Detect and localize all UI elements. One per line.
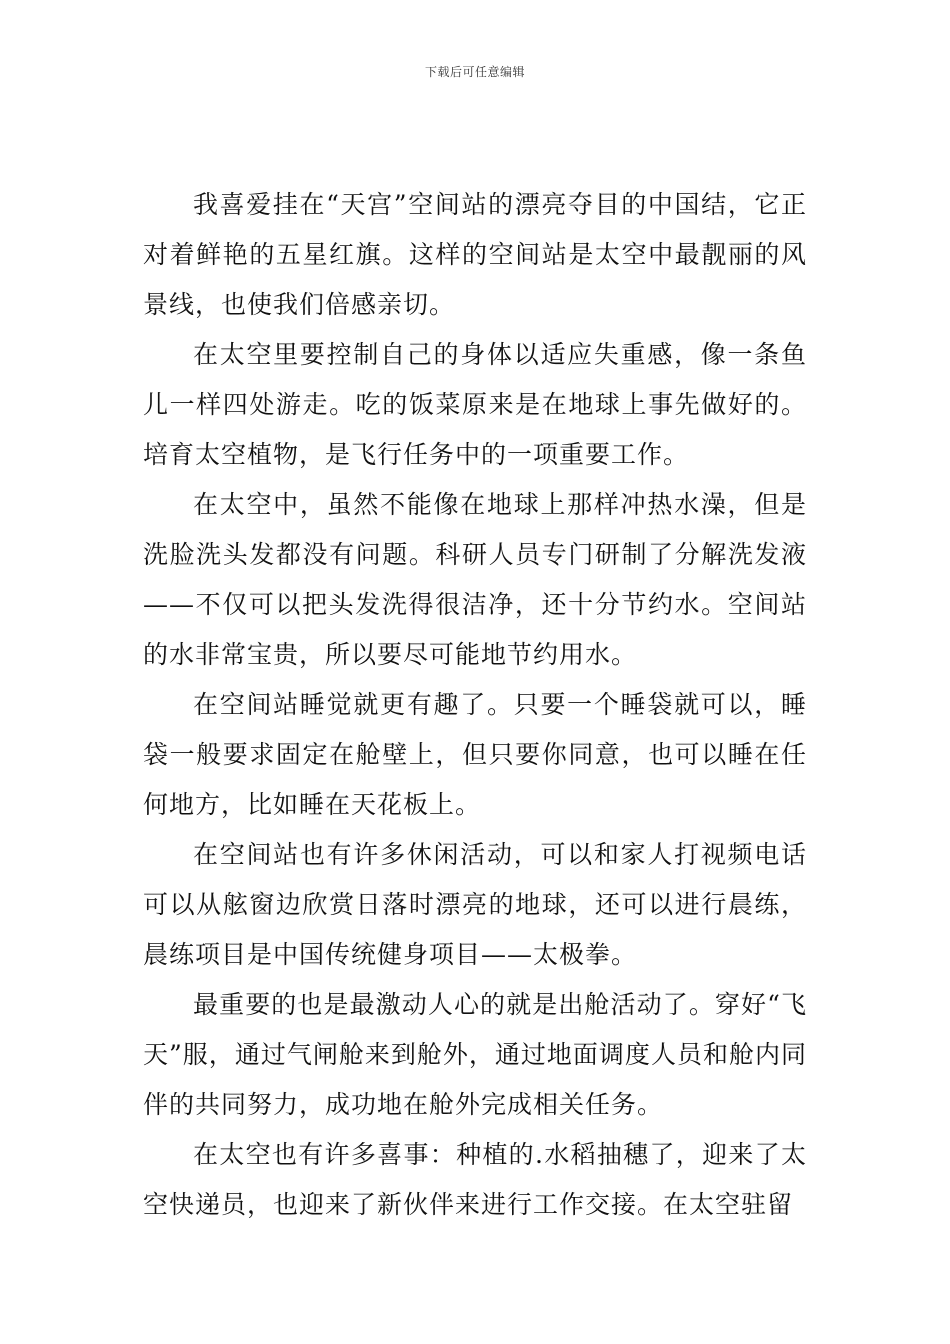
paragraph: 在空间站睡觉就更有趣了。只要一个睡袋就可以，睡袋一般要求固定在舱壁上，但只要你同意，也可以睡在任何地方，比如睡在天花板上。: [143, 690, 807, 819]
paragraph: 在太空中，虽然不能像在地球上那样冲热水澡，但是洗脸洗头发都没有问题。科研人员专门研制了分解洗发液——不仅可以把头发洗得很洁净，还十分节约水。空间站的水非常宝贵，所以要尽可能地节约用水。: [143, 490, 807, 669]
paragraph: 在空间站也有许多休闲活动，可以和家人打视频电话可以从舷窗边欣赏日落时漂亮的地球，还可以进行晨练，晨练项目是中国传统健身项目——太极拳。: [143, 840, 807, 969]
paragraph: 最重要的也是最激动人心的就是出舱活动了。穿好“飞天”服，通过气闸舱来到舱外，通过地面调度人员和舱内同伴的共同努力，成功地在舱外完成相关任务。: [143, 990, 807, 1119]
paragraph: 在太空里要控制自己的身体以适应失重感，像一条鱼儿一样四处游走。吃的饭菜原来是在地球上事先做好的。培育太空植物，是飞行任务中的一项重要工作。: [143, 340, 807, 469]
paragraph: 在太空也有许多喜事：种植的.水稻抽穗了，迎来了太空快递员，也迎来了新伙伴来进行工作交接。在太空驻留: [143, 1140, 807, 1219]
paragraph: 我喜爱挂在“天宫”空间站的漂亮夺目的中国结，它正对着鲜艳的五星红旗。这样的空间站是太空中最靓丽的风景线，也使我们倍感亲切。: [143, 190, 807, 319]
page-header: 下载后可任意编辑: [424, 65, 525, 79]
document-body: [143, 180, 807, 1230]
